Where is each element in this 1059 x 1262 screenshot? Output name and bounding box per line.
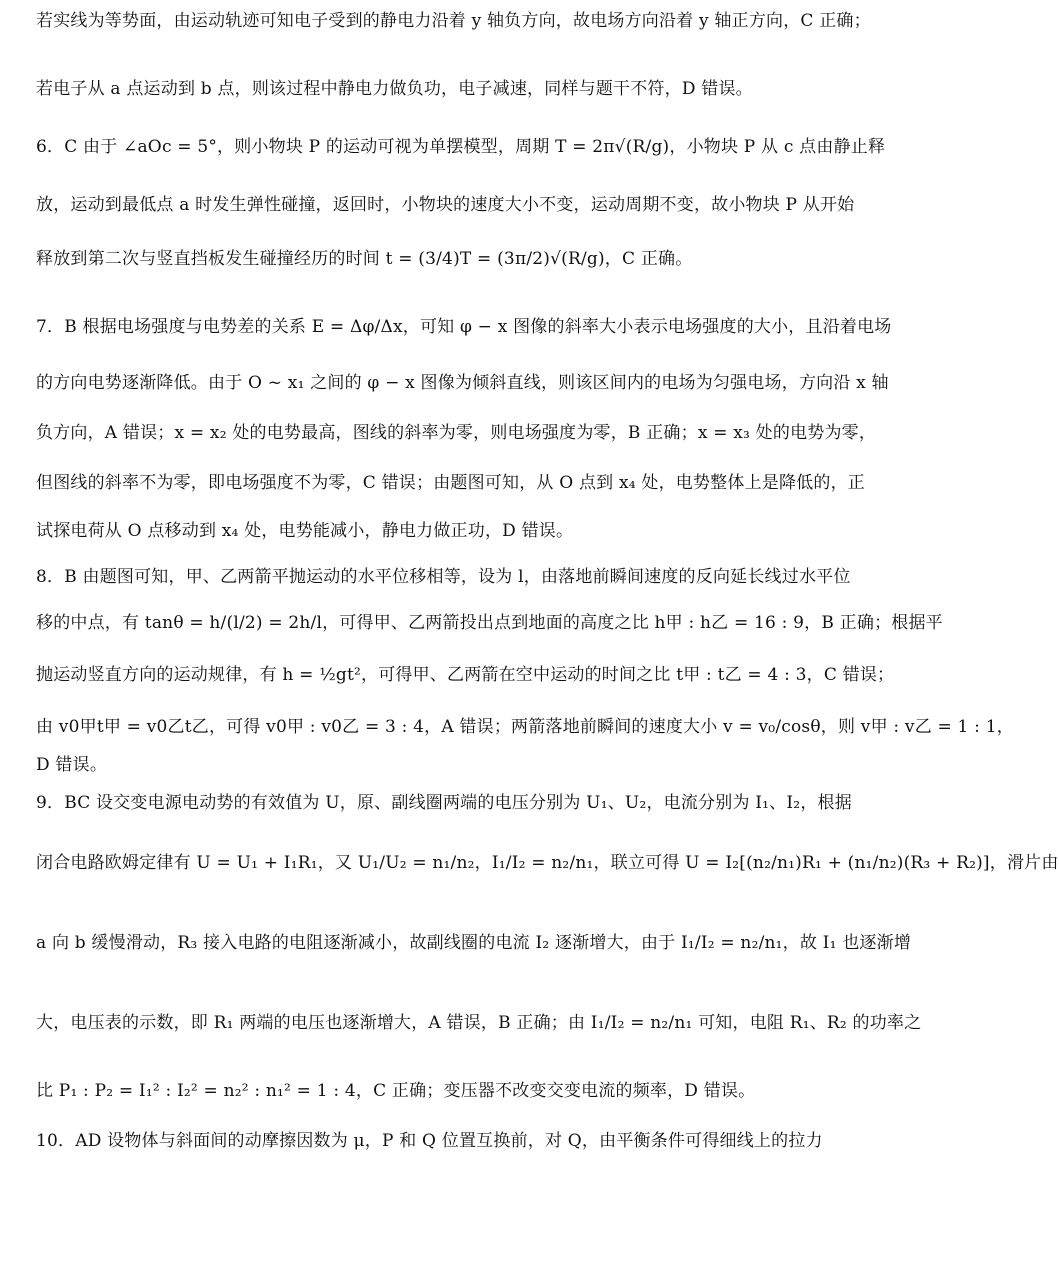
text-line: 的方向电势逐渐降低。由于 O ~ x₁ 之间的 φ − x 图像为倾斜直线，则该区间内的电场为匀强电场，方向沿 x 轴 (36, 373, 889, 393)
text-line: 比 P₁ : P₂ = I₁² : I₂² = n₂² : n₁² = 1 : 4，C 正确；变压器不改变交变电流的频率，D 错误。 (36, 1081, 756, 1101)
text-line: 9．BC 设交变电源电动势的有效值为 U，原、副线圈两端的电压分别为 U₁、U₂，电流分别为 I₁、I₂，根据 (36, 793, 852, 813)
text-line: 若电子从 a 点运动到 b 点，则该过程中静电力做负功，电子减速，同样与题干不符，D 错误。 (36, 79, 753, 99)
text-line: 由 v0甲t甲 = v0乙t乙，可得 v0甲 : v0乙 = 3 : 4，A 错误；两箭落地前瞬间的速度大小 v = v₀/cosθ，则 v甲 : v乙 = 1 : 1， (36, 717, 1014, 737)
text-line: D 错误。 (36, 755, 108, 775)
text-line: 放，运动到最低点 a 时发生弹性碰撞，返回时，小物块的速度大小不变，运动周期不变，故小物块 P 从开始 (36, 195, 855, 215)
text-line: 但图线的斜率不为零，即电场强度不为零，C 错误；由题图可知，从 O 点到 x₄ 处，电势整体上是降低的，正 (36, 473, 865, 493)
text-line: 释放到第二次与竖直挡板发生碰撞经历的时间 t = (3/4)T = (3π/2)√(R/g)，C 正确。 (36, 249, 693, 269)
text-line: 试探电荷从 O 点移动到 x₄ 处，电势能减小，静电力做正功，D 错误。 (36, 521, 574, 541)
text-line: 抛运动竖直方向的运动规律，有 h = ½gt²，可得甲、乙两箭在空中运动的时间之比 t甲 : t乙 = 4 : 3，C 错误； (36, 665, 895, 685)
text-line: 6．C 由于 ∠aOc = 5°，则小物块 P 的运动可视为单摆模型，周期 T = 2π√(R/g)，小物块 P 从 c 点由静止释 (36, 137, 886, 157)
text-line: 7．B 根据电场强度与电势差的关系 E = Δφ/Δx，可知 φ − x 图像的斜率大小表示电场强度的大小，且沿着电场 (36, 317, 892, 337)
text-line: 闭合电路欧姆定律有 U = U₁ + I₁R₁，又 U₁/U₂ = n₁/n₂，I₁/I₂ = n₂/n₁，联立可得 U = I₂[(n₂/n₁)R₁ + (n₁/n₂)(R₃ + R₂)]，滑片由 (36, 853, 1059, 873)
text-line: a 向 b 缓慢滑动，R₃ 接入电路的电阻逐渐减小，故副线圈的电流 I₂ 逐渐增大，由于 I₁/I₂ = n₂/n₁，故 I₁ 也逐渐增 (36, 933, 912, 953)
text-line: 若实线为等势面，由运动轨迹可知电子受到的静电力沿着 y 轴负方向，故电场方向沿着 y 轴正方向，C 正确； (36, 11, 871, 31)
text-line: 移的中点，有 tanθ = h/(l/2) = 2h/l，可得甲、乙两箭投出点到地面的高度之比 h甲 : h乙 = 16 : 9，B 正确；根据平 (36, 613, 943, 633)
text-line: 8．B 由题图可知，甲、乙两箭平抛运动的水平位移相等，设为 l，由落地前瞬间速度的反向延长线过水平位 (36, 567, 851, 587)
text-line: 大，电压表的示数，即 R₁ 两端的电压也逐渐增大，A 错误，B 正确；由 I₁/I₂ = n₂/n₁ 可知，电阻 R₁、R₂ 的功率之 (36, 1013, 922, 1033)
text-line: 10．AD 设物体与斜面间的动摩擦因数为 μ，P 和 Q 位置互换前，对 Q，由平衡条件可得细线上的拉力 (36, 1131, 823, 1151)
text-line: 负方向，A 错误；x = x₂ 处的电势最高，图线的斜率为零，则电场强度为零，B 正确；x = x₃ 处的电势为零， (36, 423, 877, 443)
